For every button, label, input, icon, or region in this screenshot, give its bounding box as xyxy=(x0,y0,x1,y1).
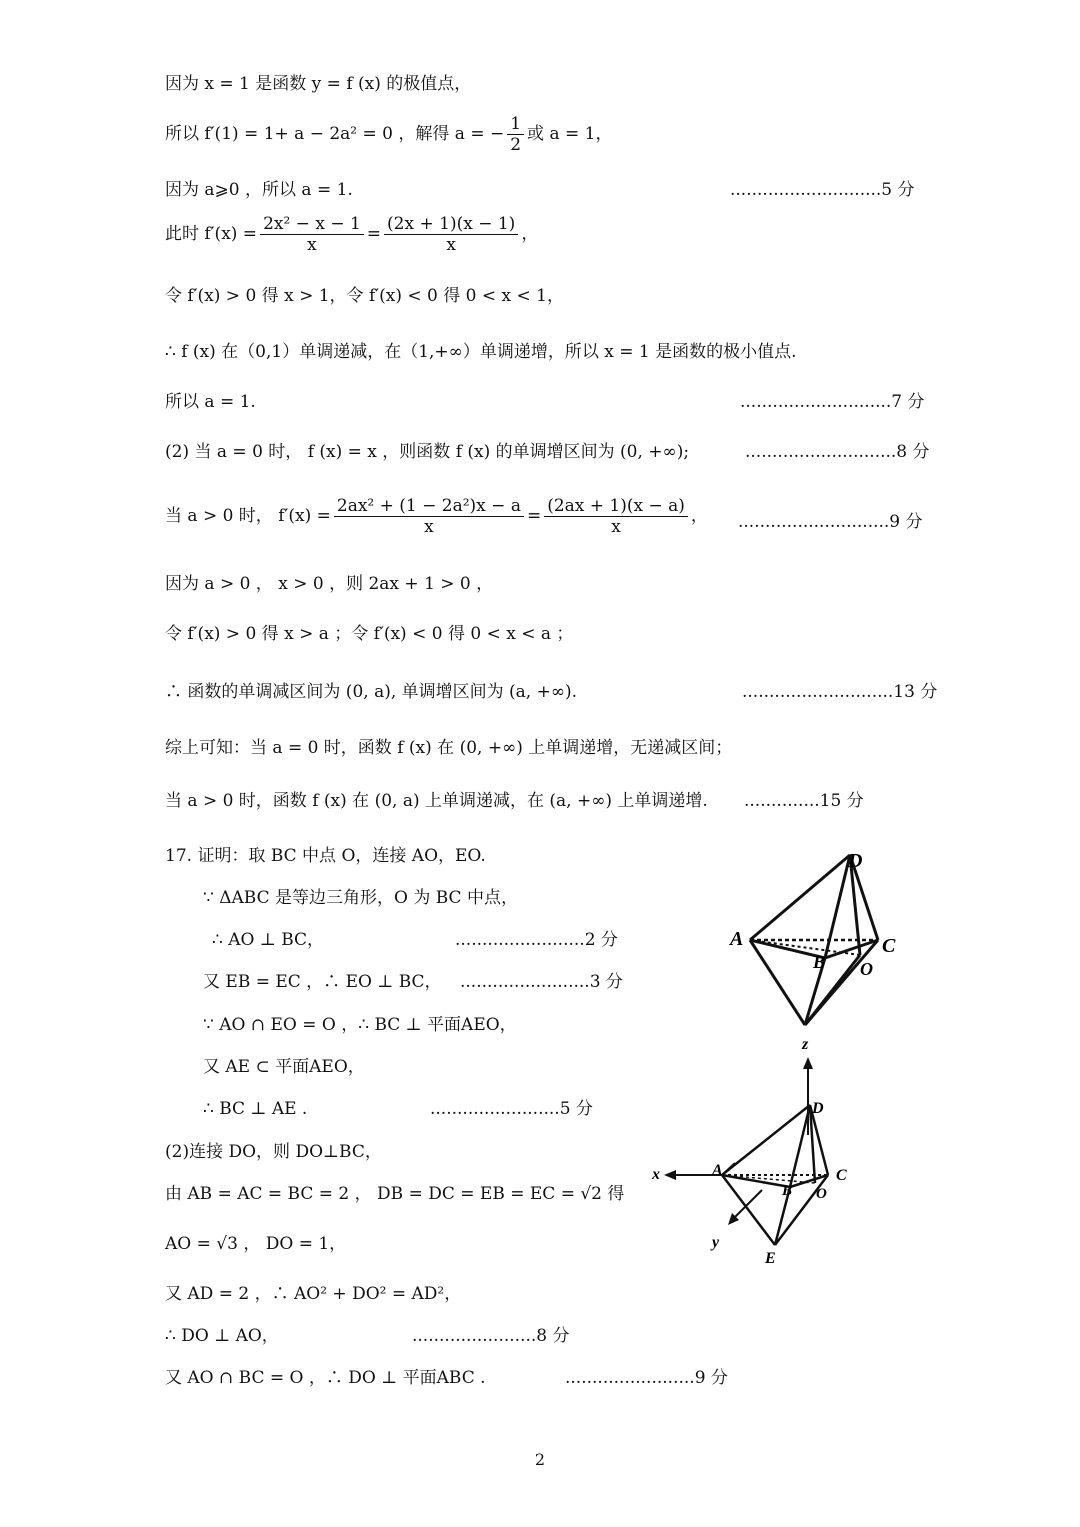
label-A: A xyxy=(730,928,744,950)
label-B: B xyxy=(813,952,826,972)
equals-sign: = xyxy=(526,506,542,526)
page-number: 2 xyxy=(534,1450,546,1469)
fraction xyxy=(384,214,518,255)
label-C: C xyxy=(882,935,896,957)
line-text: 此时 f′(x) = xyxy=(165,224,258,244)
score-mark: ............................5 分 xyxy=(730,180,915,200)
label-E: E xyxy=(765,1250,776,1267)
edge-AO-hidden xyxy=(722,1175,815,1183)
score-mark: ........................2 分 xyxy=(455,930,618,950)
fraction xyxy=(507,114,524,155)
fraction-denominator: x xyxy=(446,235,456,255)
edge-AD xyxy=(722,1105,810,1175)
tetrahedron-figure xyxy=(720,840,920,1040)
solution-line: 令 f′(x) > 0 得 x > a ；令 f′(x) < 0 得 0 < x < a ； xyxy=(165,624,574,644)
label-C: C xyxy=(836,1167,847,1184)
solution-line: 又 AO ∩ BC = O ，∴ DO ⊥ 平面ABC . xyxy=(165,1368,486,1388)
solution-line: 所以 a = 1. xyxy=(165,392,256,412)
solution-line: 又 AE ⊂ 平面AEO， xyxy=(203,1057,365,1077)
solution-line: 又 AD = 2 ，∴ AO² + DO² = AD²， xyxy=(165,1284,462,1304)
solution-line: ∴ f (x) 在（0,1）单调递减，在（1,+∞）单调递增，所以 x = 1 是函数的极小值点. xyxy=(165,342,797,362)
line-text: 当 a > 0 时， f′(x) = xyxy=(165,506,331,526)
fraction-numerator: 2x² − x − 1 xyxy=(260,214,364,235)
edge-AE xyxy=(722,1175,775,1245)
line-text: ， xyxy=(521,224,539,244)
label-x: x xyxy=(652,1166,660,1183)
z-arrow-icon xyxy=(803,1057,813,1069)
solution-line xyxy=(165,214,538,255)
solution-line: 令 f′(x) > 0 得 x > 1，令 f′(x) < 0 得 0 < x < 1， xyxy=(165,286,564,306)
x-arrow-icon xyxy=(664,1170,676,1180)
score-mark: ............................9 分 xyxy=(738,512,923,532)
solution-line: 由 AB = AC = BC = 2 ， DB = DC = EB = EC = √2 得 xyxy=(165,1184,625,1204)
fraction-numerator: 1 xyxy=(507,114,524,135)
score-mark: .......................8 分 xyxy=(412,1326,570,1346)
fraction xyxy=(334,496,524,537)
solution-line: 又 EB = EC ，∴ EO ⊥ BC， xyxy=(203,972,442,992)
solution-line: (2) 当 a = 0 时， f (x) = x ，则函数 f (x) 的单调增区间为 (0, +∞); xyxy=(165,442,690,462)
line-text: 或 a = 1， xyxy=(527,124,613,144)
fraction-numerator: 2ax² + (1 − 2a²)x − a xyxy=(334,496,524,517)
solution-line: 因为 x = 1 是函数 y = f (x) 的极值点， xyxy=(165,74,472,94)
edge-DB xyxy=(825,855,850,958)
edge-AB xyxy=(722,1175,790,1187)
score-mark: ............................7 分 xyxy=(740,392,925,412)
label-A: A xyxy=(712,1162,723,1179)
solution-line: ∵ AO ∩ EO = O ，∴ BC ⊥ 平面AEO， xyxy=(203,1015,517,1035)
solution-line: 当 a > 0 时，函数 f (x) 在 (0, a) 上单调递减，在 (a, +∞) 上单调递增. xyxy=(165,791,708,811)
fraction-denominator: x xyxy=(307,235,317,255)
fraction-denominator: x xyxy=(424,517,434,537)
solution-line: ∵ ΔABC 是等边三角形，O 为 BC 中点， xyxy=(203,888,518,908)
fraction-denominator: 2 xyxy=(510,135,522,155)
solution-line: 因为 a > 0 ， x > 0 ，则 2ax + 1 > 0 ， xyxy=(165,574,494,594)
solution-line: ∴ BC ⊥ AE . xyxy=(203,1099,308,1119)
score-mark: ............................13 分 xyxy=(742,682,938,702)
edge-AD xyxy=(750,855,850,940)
line-text: 所以 f′(1) = 1+ a − 2a² = 0 ，解得 a = − xyxy=(165,124,505,144)
solution-line: 17. 证明：取 BC 中点 O，连接 AO，EO. xyxy=(165,846,486,866)
solution-line xyxy=(165,114,612,155)
solution-line xyxy=(165,496,708,537)
line-text: ， xyxy=(690,506,708,526)
label-D: D xyxy=(812,1100,824,1117)
score-mark: ........................9 分 xyxy=(565,1368,728,1388)
solution-line: 因为 a⩾0 ，所以 a = 1. xyxy=(165,180,353,200)
label-y: y xyxy=(712,1234,720,1251)
fraction-denominator: x xyxy=(611,517,621,537)
score-mark: ........................3 分 xyxy=(460,972,623,992)
label-B: B xyxy=(782,1183,793,1199)
fraction xyxy=(260,214,364,255)
solution-line: ∴ DO ⊥ AO， xyxy=(165,1326,279,1346)
label-z: z xyxy=(802,1036,809,1053)
score-mark: ........................5 分 xyxy=(430,1099,593,1119)
solution-line: (2)连接 DO，则 DO⊥BC， xyxy=(165,1142,382,1162)
solution-line: 综上可知：当 a = 0 时，函数 f (x) 在 (0, +∞) 上单调递增，无递减区间； xyxy=(165,738,733,758)
solution-line: AO = √3 ， DO = 1， xyxy=(165,1234,347,1254)
fraction-numerator: (2x + 1)(x − 1) xyxy=(384,214,518,235)
equals-sign: = xyxy=(366,224,382,244)
label-O: O xyxy=(860,959,873,979)
solution-line: ∴ 函数的单调减区间为 (0, a), 单调增区间为 (a, +∞). xyxy=(165,682,578,702)
score-mark: ..............15 分 xyxy=(744,791,864,811)
score-mark: ............................8 分 xyxy=(745,442,930,462)
label-O: O xyxy=(816,1186,827,1202)
label-D: D xyxy=(848,850,863,872)
fraction-numerator: (2ax + 1)(x − a) xyxy=(544,496,688,517)
coordinate-figure xyxy=(640,1035,870,1270)
solution-line: ∴ AO ⊥ BC， xyxy=(212,930,325,950)
fraction xyxy=(544,496,688,537)
